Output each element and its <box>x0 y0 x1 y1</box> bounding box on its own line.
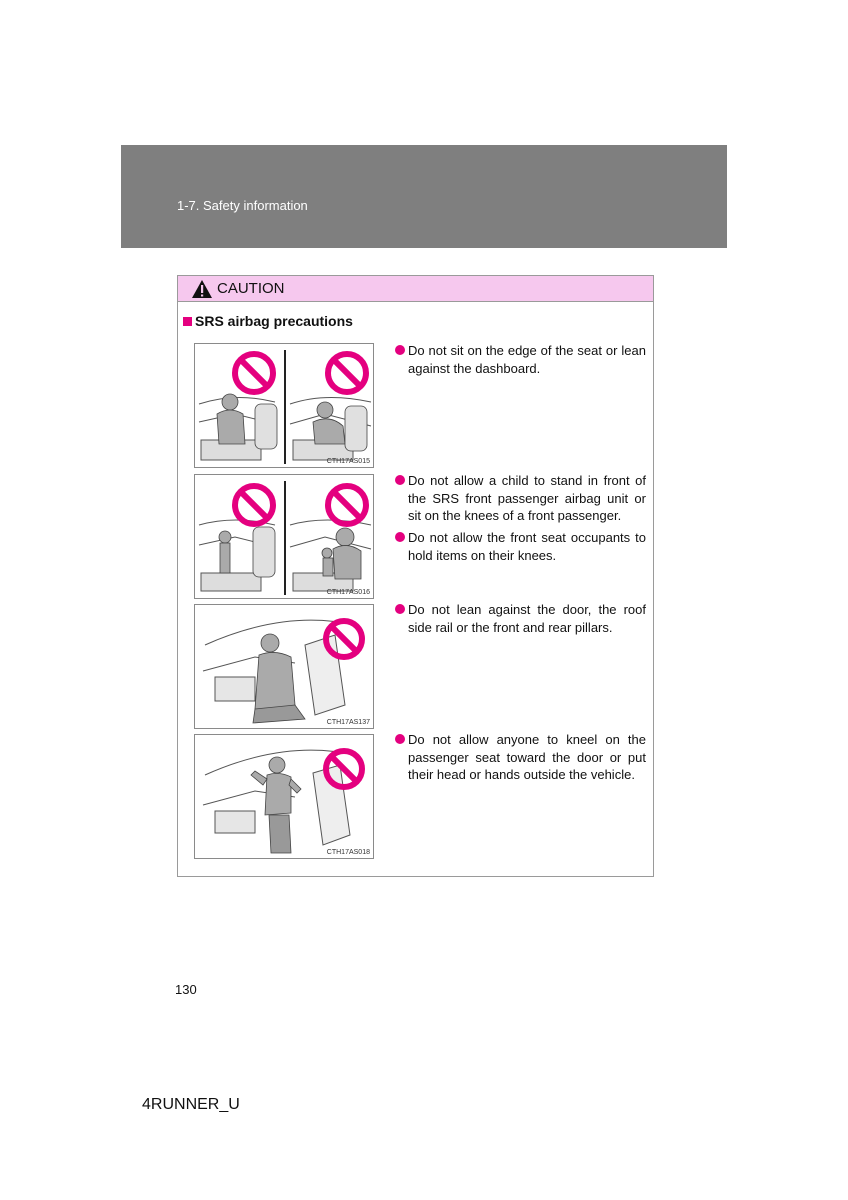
list-item <box>395 342 646 377</box>
page-number: 130 <box>175 982 197 997</box>
bullet-dot-icon <box>395 475 405 485</box>
no-symbol-icon <box>328 354 366 392</box>
list-item <box>395 529 646 564</box>
bullet-text: Do not sit on the edge of the seat or lean against the dashboard. <box>408 343 646 376</box>
bullet-text: Do not allow a child to stand in front of the SRS front passenger airbag unit or sit on the knees of a front passenger. <box>408 473 646 523</box>
no-symbol-icon <box>328 486 366 524</box>
list-item <box>395 601 646 636</box>
figure-code: CTH17AS137 <box>326 719 370 726</box>
figure-code: CTH17AS018 <box>326 849 370 856</box>
subheading-text: SRS airbag precautions <box>195 313 353 329</box>
square-bullet-icon <box>183 317 192 326</box>
chapter-header-band <box>121 145 727 248</box>
bullet-dot-icon <box>395 345 405 355</box>
bullet-dot-icon <box>395 734 405 744</box>
illustration <box>195 344 374 468</box>
bullet-group-1 <box>395 342 646 382</box>
no-symbol-icon <box>235 354 273 392</box>
subheading <box>183 313 353 329</box>
bullet-text: Do not allow anyone to kneel on the passenger seat toward the door or put their head or hands outside the vehicle. <box>408 732 646 782</box>
illustration <box>195 475 374 599</box>
caution-header <box>178 276 653 302</box>
no-symbol-icon <box>235 486 273 524</box>
figure-code: CTH17AS015 <box>326 458 370 465</box>
bullet-dot-icon <box>395 532 405 542</box>
figure-kneel-on-seat <box>194 734 374 859</box>
caution-label: CAUTION <box>217 280 285 297</box>
list-item <box>395 731 646 784</box>
bullet-group-4 <box>395 731 646 788</box>
list-item <box>395 472 646 525</box>
figure-sit-on-edge <box>194 343 374 468</box>
warning-triangle-icon <box>191 279 213 299</box>
caution-box <box>177 275 654 877</box>
bullet-group-3 <box>395 601 646 641</box>
bullet-text: Do not lean against the door, the roof side rail or the front and rear pillars. <box>408 602 646 635</box>
figure-lean-on-door <box>194 604 374 729</box>
section-title: 1-7. Safety information <box>177 198 308 213</box>
illustration <box>195 605 374 729</box>
bullet-group-2 <box>395 472 646 569</box>
figure-child-standing <box>194 474 374 599</box>
bullet-text: Do not allow the front seat occupants to hold items on their knees. <box>408 530 646 563</box>
figure-code: CTH17AS016 <box>326 589 370 596</box>
illustration <box>195 735 374 859</box>
model-code: 4RUNNER_U <box>142 1096 240 1113</box>
bullet-dot-icon <box>395 604 405 614</box>
